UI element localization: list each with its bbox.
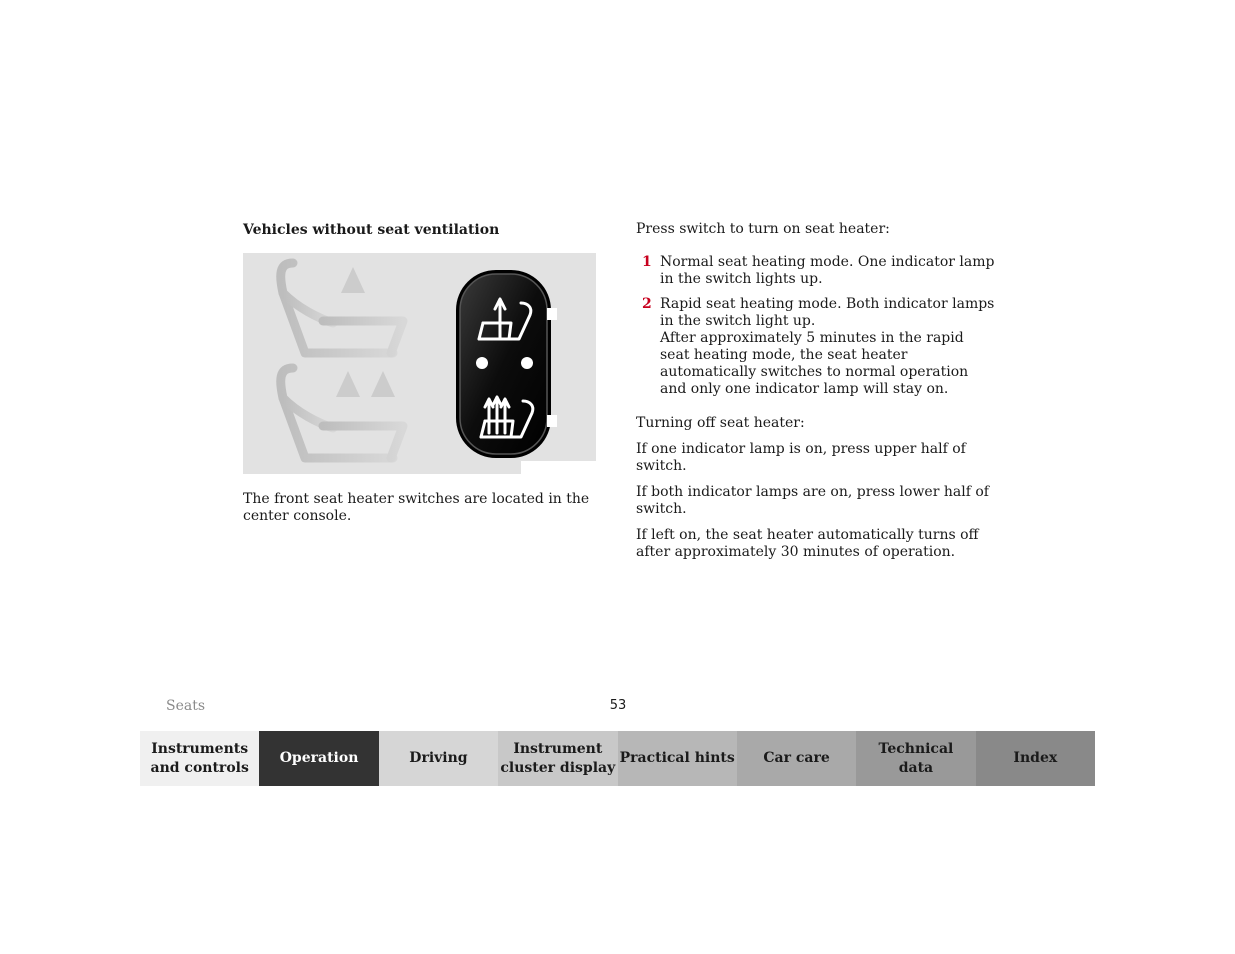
paragraph: If one indicator lamp is on, press upper half of switch.	[636, 441, 966, 474]
tab-index[interactable]	[976, 731, 1095, 786]
turn-on-intro: Press switch to turn on seat heater:	[636, 221, 890, 237]
tab-instrument-cluster-display[interactable]	[498, 731, 617, 786]
step-note: After approximately 5 minutes in the rapid seat heating mode, the seat heater automatically switches to normal operation and only one indicator lamp will stay on.	[660, 330, 969, 397]
indicator-lamp-left	[476, 357, 488, 369]
tab-operation[interactable]	[259, 731, 378, 786]
tab-technical-data[interactable]	[856, 731, 975, 786]
page-number: 53	[609, 698, 627, 713]
tab-label: Technical data	[878, 740, 954, 776]
chapter-navigation	[140, 731, 1095, 786]
tab-practical-hints[interactable]	[618, 731, 737, 786]
paragraph: If left on, the seat heater automatically turns off after approximately 30 minutes of operation.	[636, 527, 979, 560]
left-column	[243, 221, 603, 524]
tab-label: Operation	[279, 750, 359, 766]
footer-section-title: Seats	[166, 698, 206, 714]
step-number: 1	[642, 254, 652, 270]
list-item	[636, 296, 996, 398]
seat-heater-switch-illustration	[243, 253, 596, 474]
heating-mode-steps	[636, 254, 996, 398]
tab-label: Driving	[409, 750, 468, 766]
tab-label: Car care	[763, 750, 830, 766]
section-heading: Vehicles without seat ventilation	[243, 222, 500, 238]
paragraph: If both indicator lamps are on, press lower half of switch.	[636, 484, 989, 517]
tab-car-care[interactable]	[737, 731, 856, 786]
tab-instruments-and-controls[interactable]	[140, 731, 259, 786]
step-text: Normal seat heating mode. One indicator lamp in the switch lights up.	[660, 254, 995, 287]
tab-label: Instruments and controls	[150, 740, 249, 776]
illustration-caption: The front seat heater switches are located in the center console.	[243, 491, 590, 524]
step-text: Rapid seat heating mode. Both indicator lamps in the switch light up.	[660, 296, 995, 329]
tab-label: Index	[1013, 750, 1058, 766]
tab-driving[interactable]	[379, 731, 498, 786]
step-number: 2	[642, 296, 652, 312]
tab-label: Instrument cluster display	[500, 740, 616, 776]
list-item	[636, 254, 996, 288]
turn-off-heading: Turning off seat heater:	[636, 415, 805, 431]
right-column	[636, 221, 996, 561]
tab-label: Practical hints	[619, 750, 735, 766]
indicator-lamp-right	[521, 357, 533, 369]
seat-heater-rocker-switch	[456, 270, 557, 458]
